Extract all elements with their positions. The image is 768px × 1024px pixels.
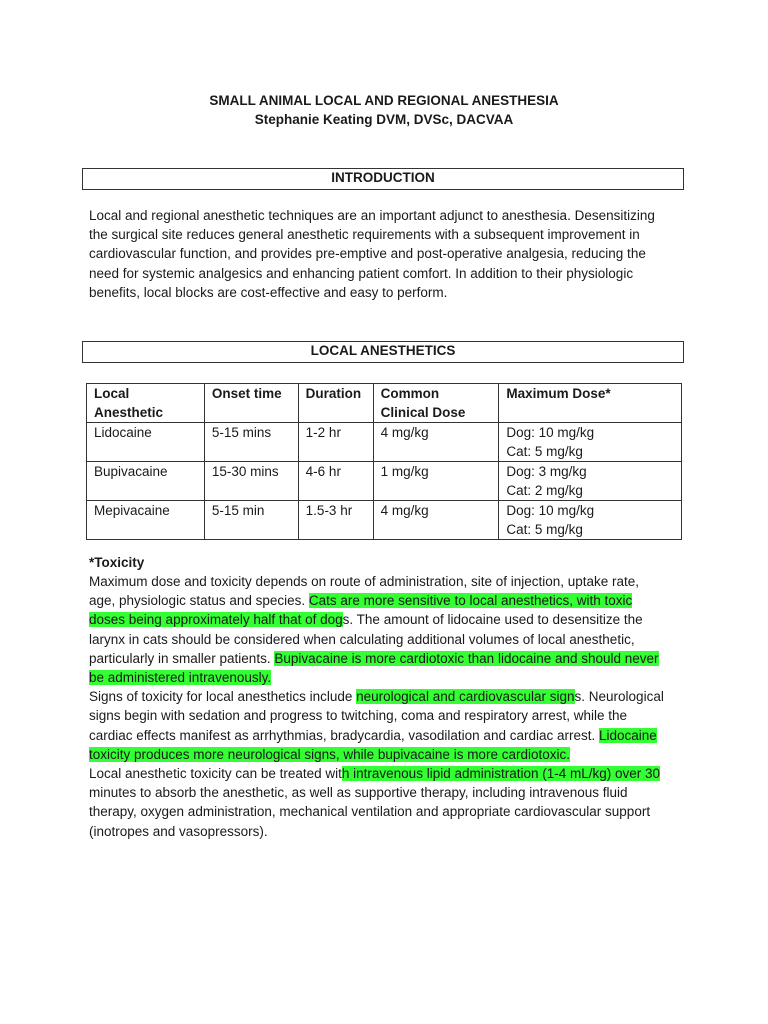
toxicity-text: s. Neurological: [574, 689, 664, 705]
cell-max-cat: Cat: 5 mg/kg: [506, 444, 583, 459]
table-row: [87, 462, 682, 501]
toxicity-line: [89, 687, 679, 706]
toxicity-text: minutes to absorb the anesthetic, as well as supportive therapy, including intravenous fluid: [89, 785, 628, 801]
toxicity-text: s. The amount of lidocaine used to desensitize the: [342, 612, 643, 628]
cell-agent: Mepivacaine: [87, 501, 205, 540]
introduction-line: need for systemic analgesics and enhancing patient comfort. In addition to their physiologic: [89, 265, 634, 281]
introduction-heading: INTRODUCTION: [82, 168, 684, 190]
highlighted-text: h intravenous lipid administration (1-4 mL/kg) over 30: [341, 766, 661, 782]
cell-max-dog: Dog: 3 mg/kg: [506, 464, 587, 479]
local-anesthetics-table: [86, 383, 682, 540]
toxicity-line: [89, 572, 679, 591]
cell-duration: 1.5-3 hr: [298, 501, 373, 540]
introduction-line: the surgical site reduces general anesthetic requirements with a subsequent improvement in: [89, 227, 640, 243]
column-header-dose-line2: Clinical Dose: [380, 405, 466, 420]
cell-duration: 4-6 hr: [298, 462, 373, 501]
toxicity-line: [89, 630, 679, 649]
toxicity-line: [89, 726, 679, 745]
toxicity-line: [89, 706, 679, 725]
column-header-onset: Onset time: [204, 384, 298, 423]
column-header-max-dose: Maximum Dose*: [499, 384, 682, 423]
table-header-row: [87, 384, 682, 423]
toxicity-text: larynx in cats should be considered when calculating additional volumes of local anesthetic,: [89, 631, 635, 647]
toxicity-line: [89, 668, 679, 687]
column-header-agent-line2: Anesthetic: [94, 405, 164, 420]
cell-dose: 4 mg/kg: [373, 501, 499, 540]
column-header-agent-line1: Local: [94, 386, 130, 401]
toxicity-line: [89, 802, 679, 821]
introduction-line: Local and regional anesthetic techniques are an important adjunct to anesthesia. Desensitizing: [89, 208, 655, 223]
highlighted-text: neurological and cardiovascular sign: [356, 689, 575, 705]
document-title: SMALL ANIMAL LOCAL AND REGIONAL ANESTHESIA: [209, 93, 559, 108]
local-anesthetics-heading: LOCAL ANESTHETICS: [82, 341, 684, 363]
highlighted-text: Lidocaine: [599, 727, 657, 743]
highlighted-text: Bupivacaine is more cardiotoxic than lidocaine and should never: [274, 650, 659, 666]
toxicity-line: [89, 591, 679, 610]
cell-max-dose: [499, 462, 682, 501]
cell-dose: 4 mg/kg: [373, 423, 499, 462]
cell-max-dog: Dog: 10 mg/kg: [506, 425, 595, 440]
toxicity-line: [89, 783, 679, 802]
highlighted-text: toxicity produces more neurological signs, while bupivacaine is more cardiotoxic.: [89, 746, 570, 762]
cell-max-dose: [499, 501, 682, 540]
cell-max-dog: Dog: 10 mg/kg: [506, 503, 595, 518]
table-row: [87, 501, 682, 540]
cell-onset: 15-30 mins: [204, 462, 298, 501]
cell-agent: Lidocaine: [87, 423, 205, 462]
column-header-dose-line1: Common: [380, 386, 440, 401]
document-author: Stephanie Keating DVM, DVSc, DACVAA: [254, 112, 514, 127]
toxicity-line: [89, 822, 679, 841]
toxicity-line: [89, 649, 679, 668]
toxicity-text: age, physiologic status and species.: [89, 593, 309, 609]
toxicity-text: signs begin with sedation and progress to twitching, coma and respiratory arrest, while the: [89, 708, 628, 724]
table-row: [87, 423, 682, 462]
introduction-line: benefits, local blocks are cost-effective and easy to perform.: [89, 284, 448, 300]
highlighted-text: Cats are more sensitive to local anesthetics, with toxic: [308, 593, 633, 609]
cell-dose: 1 mg/kg: [373, 462, 499, 501]
cell-onset: 5-15 mins: [204, 423, 298, 462]
introduction-line: cardiovascular function, and provides pre-emptive and post-operative analgesia, reducing the: [89, 246, 646, 262]
toxicity-line: [89, 764, 679, 783]
cell-duration: 1-2 hr: [298, 423, 373, 462]
column-header-duration: Duration: [298, 384, 373, 423]
column-header-dose: [373, 384, 499, 423]
toxicity-text: Maximum dose and toxicity depends on route of administration, site of injection, uptake rate,: [89, 574, 640, 589]
toxicity-paragraph: [89, 572, 679, 841]
toxicity-text: therapy, oxygen administration, mechanical ventilation and appropriate cardiovascular support: [89, 804, 651, 820]
toxicity-heading: *Toxicity: [89, 555, 145, 570]
highlighted-text: be administered intravenously.: [89, 670, 272, 686]
cell-agent: Bupivacaine: [87, 462, 205, 501]
toxicity-text: Signs of toxicity for local anesthetics include: [89, 689, 357, 705]
cell-max-cat: Cat: 5 mg/kg: [506, 522, 583, 537]
toxicity-line: [89, 610, 679, 629]
cell-onset: 5-15 min: [204, 501, 298, 540]
toxicity-text: Local anesthetic toxicity can be treated wit: [89, 766, 342, 782]
highlighted-text: doses being approximately half that of dog: [89, 612, 343, 628]
column-header-agent: [87, 384, 205, 423]
toxicity-text: (inotropes and vasopressors).: [89, 823, 268, 839]
toxicity-line: [89, 745, 679, 764]
toxicity-text: cardiac effects manifest as arrhythmias, bradycardia, vasodilation and cardiac arrest.: [89, 727, 599, 743]
toxicity-text: particularly in smaller patients.: [89, 650, 275, 666]
cell-max-dose: [499, 423, 682, 462]
cell-max-cat: Cat: 2 mg/kg: [506, 483, 583, 498]
introduction-paragraph: [89, 206, 679, 302]
